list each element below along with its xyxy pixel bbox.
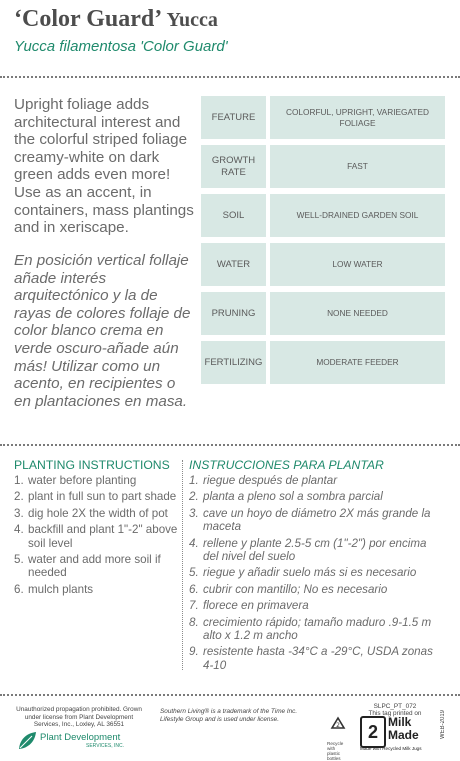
- web-code: WEB-2019: [440, 710, 446, 740]
- step-text: riegue y añadir suelo más si es necesario: [203, 566, 417, 580]
- table-value: FAST: [270, 145, 445, 188]
- step-text: backfill and plant 1"-2" above soil level: [28, 523, 178, 550]
- list-item: [14, 474, 184, 487]
- step-number: 6.: [14, 582, 24, 596]
- step-number: 9.: [189, 645, 199, 659]
- logo-small-text: SERVICES, INC.: [86, 743, 124, 749]
- table-key: GROWTH RATE: [201, 145, 266, 188]
- list-item: [14, 507, 184, 520]
- table-row: [201, 292, 445, 335]
- leaf-icon: [16, 730, 38, 752]
- list-item: [189, 645, 439, 672]
- step-number: 2.: [189, 490, 199, 504]
- step-text: plant in full sun to part shade: [28, 490, 177, 504]
- step-number: 5.: [189, 566, 199, 580]
- feature-table: [201, 96, 445, 390]
- step-number: 5.: [14, 553, 24, 567]
- list-item: [14, 583, 184, 596]
- list-item: [14, 490, 184, 503]
- list-item: [189, 474, 439, 487]
- table-value: MODERATE FEEDER: [270, 341, 445, 384]
- tag-note: This tag printed on: [368, 710, 422, 718]
- table-row: [201, 96, 445, 139]
- step-text: crecimiento rápido; tamaño maduro .9-1.5 m alto x 1.2 m ancho: [203, 615, 432, 643]
- description-spanish: En posición vertical follaje añade interés arquitectónico y la de rayas de colores follaje de color blanco crema en verde oscuro-añade aún más! Utilizar como un acento, en recipientes o en plantaciones en masa.: [14, 252, 191, 410]
- logo-text: Plant Development: [40, 732, 121, 743]
- step-number: 7.: [189, 599, 199, 613]
- list-item: [189, 583, 439, 596]
- step-number: 6.: [189, 582, 199, 596]
- step-text: resistente hasta -34°C a -29°C, USDA zonas 4-10: [203, 645, 433, 672]
- step-text: riegue después de plantar: [203, 474, 338, 487]
- code-text: SLPC_PT_072: [373, 703, 417, 710]
- table-key: WATER: [201, 243, 266, 286]
- legal-notice: Unauthorized propagation prohibited. Grown under license from Plant Development Services, Inc., Loxley, AL 36551: [16, 706, 142, 729]
- step-number: 2.: [14, 490, 24, 504]
- recycle-icon: [327, 716, 349, 761]
- list-item: [189, 616, 439, 643]
- step-text: rellene y plante 2.5-5 cm (1"-2") por encima del nivel del suelo: [203, 536, 427, 564]
- table-key: FEATURE: [201, 96, 266, 139]
- list-item: [189, 507, 439, 534]
- step-text: water before planting: [28, 474, 137, 487]
- step-text: cubrir con mantillo; No es necesario: [203, 582, 388, 596]
- table-row: [201, 145, 445, 188]
- planting-heading-en: PLANTING INSTRUCTIONS: [14, 458, 170, 472]
- list-item: [189, 490, 439, 503]
- milk-made-logo: [360, 716, 440, 750]
- recycle-note: Recycle with plastic bottles: [327, 741, 344, 761]
- milk-number: 2: [360, 716, 386, 748]
- plant-title: [14, 6, 218, 33]
- steps-spanish: [189, 474, 439, 675]
- list-item: [189, 566, 439, 579]
- title-main: ‘Color Guard’: [14, 6, 161, 32]
- step-number: 3.: [14, 506, 24, 520]
- milk-sub: Made with Recycled Milk Jugs: [360, 746, 422, 751]
- step-number: 4.: [14, 523, 24, 537]
- description-english: Upright foliage adds architectural interest and the colorful striped foliage creamy-white on dark green adds even more! Use as an accent, in containers, mass plantings and in xeriscape.: [14, 96, 194, 237]
- table-key: FERTILIZING: [201, 341, 266, 384]
- table-value: COLORFUL, UPRIGHT, VARIEGATED FOLIAGE: [270, 96, 445, 139]
- divider-top: [0, 76, 460, 78]
- table-value: NONE NEEDED: [270, 292, 445, 335]
- step-text: dig hole 2X the width of pot: [28, 506, 168, 520]
- divider-bottom: [0, 694, 460, 696]
- table-row: [201, 243, 445, 286]
- milk-word: Milk Made: [388, 715, 419, 742]
- list-item: [14, 523, 184, 550]
- step-number: 1.: [14, 474, 24, 487]
- list-item: [189, 537, 439, 564]
- step-text: cave un hoyo de diámetro 2X más grande la maceta: [203, 506, 431, 534]
- steps-english: [14, 474, 184, 599]
- table-value: LOW WATER: [270, 243, 445, 286]
- step-number: 1.: [189, 474, 199, 487]
- list-item: [189, 599, 439, 612]
- list-item: [14, 553, 184, 580]
- plant-development-logo: [16, 730, 136, 752]
- title-sub: Yucca: [166, 9, 218, 31]
- table-row: [201, 194, 445, 237]
- step-number: 8.: [189, 615, 199, 629]
- divider-middle: [0, 444, 460, 446]
- trademark-notice: Southern Living® is a trademark of the Time Inc. Lifestyle Group and is used under license.: [160, 708, 298, 723]
- table-value: WELL-DRAINED GARDEN SOIL: [270, 194, 445, 237]
- svg-text:2: 2: [336, 722, 340, 729]
- step-text: mulch plants: [28, 582, 94, 596]
- planting-heading-es: INSTRUCCIONES PARA PLANTAR: [189, 458, 384, 472]
- step-text: florece en primavera: [203, 599, 309, 613]
- step-number: 4.: [189, 536, 199, 550]
- step-number: 3.: [189, 506, 199, 520]
- step-text: planta a pleno sol a sombra parcial: [203, 490, 383, 504]
- latin-name: Yucca filamentosa 'Color Guard': [14, 38, 228, 55]
- step-text: water and add more soil if needed: [28, 553, 161, 580]
- table-row: [201, 341, 445, 384]
- table-key: PRUNING: [201, 292, 266, 335]
- table-key: SOIL: [201, 194, 266, 237]
